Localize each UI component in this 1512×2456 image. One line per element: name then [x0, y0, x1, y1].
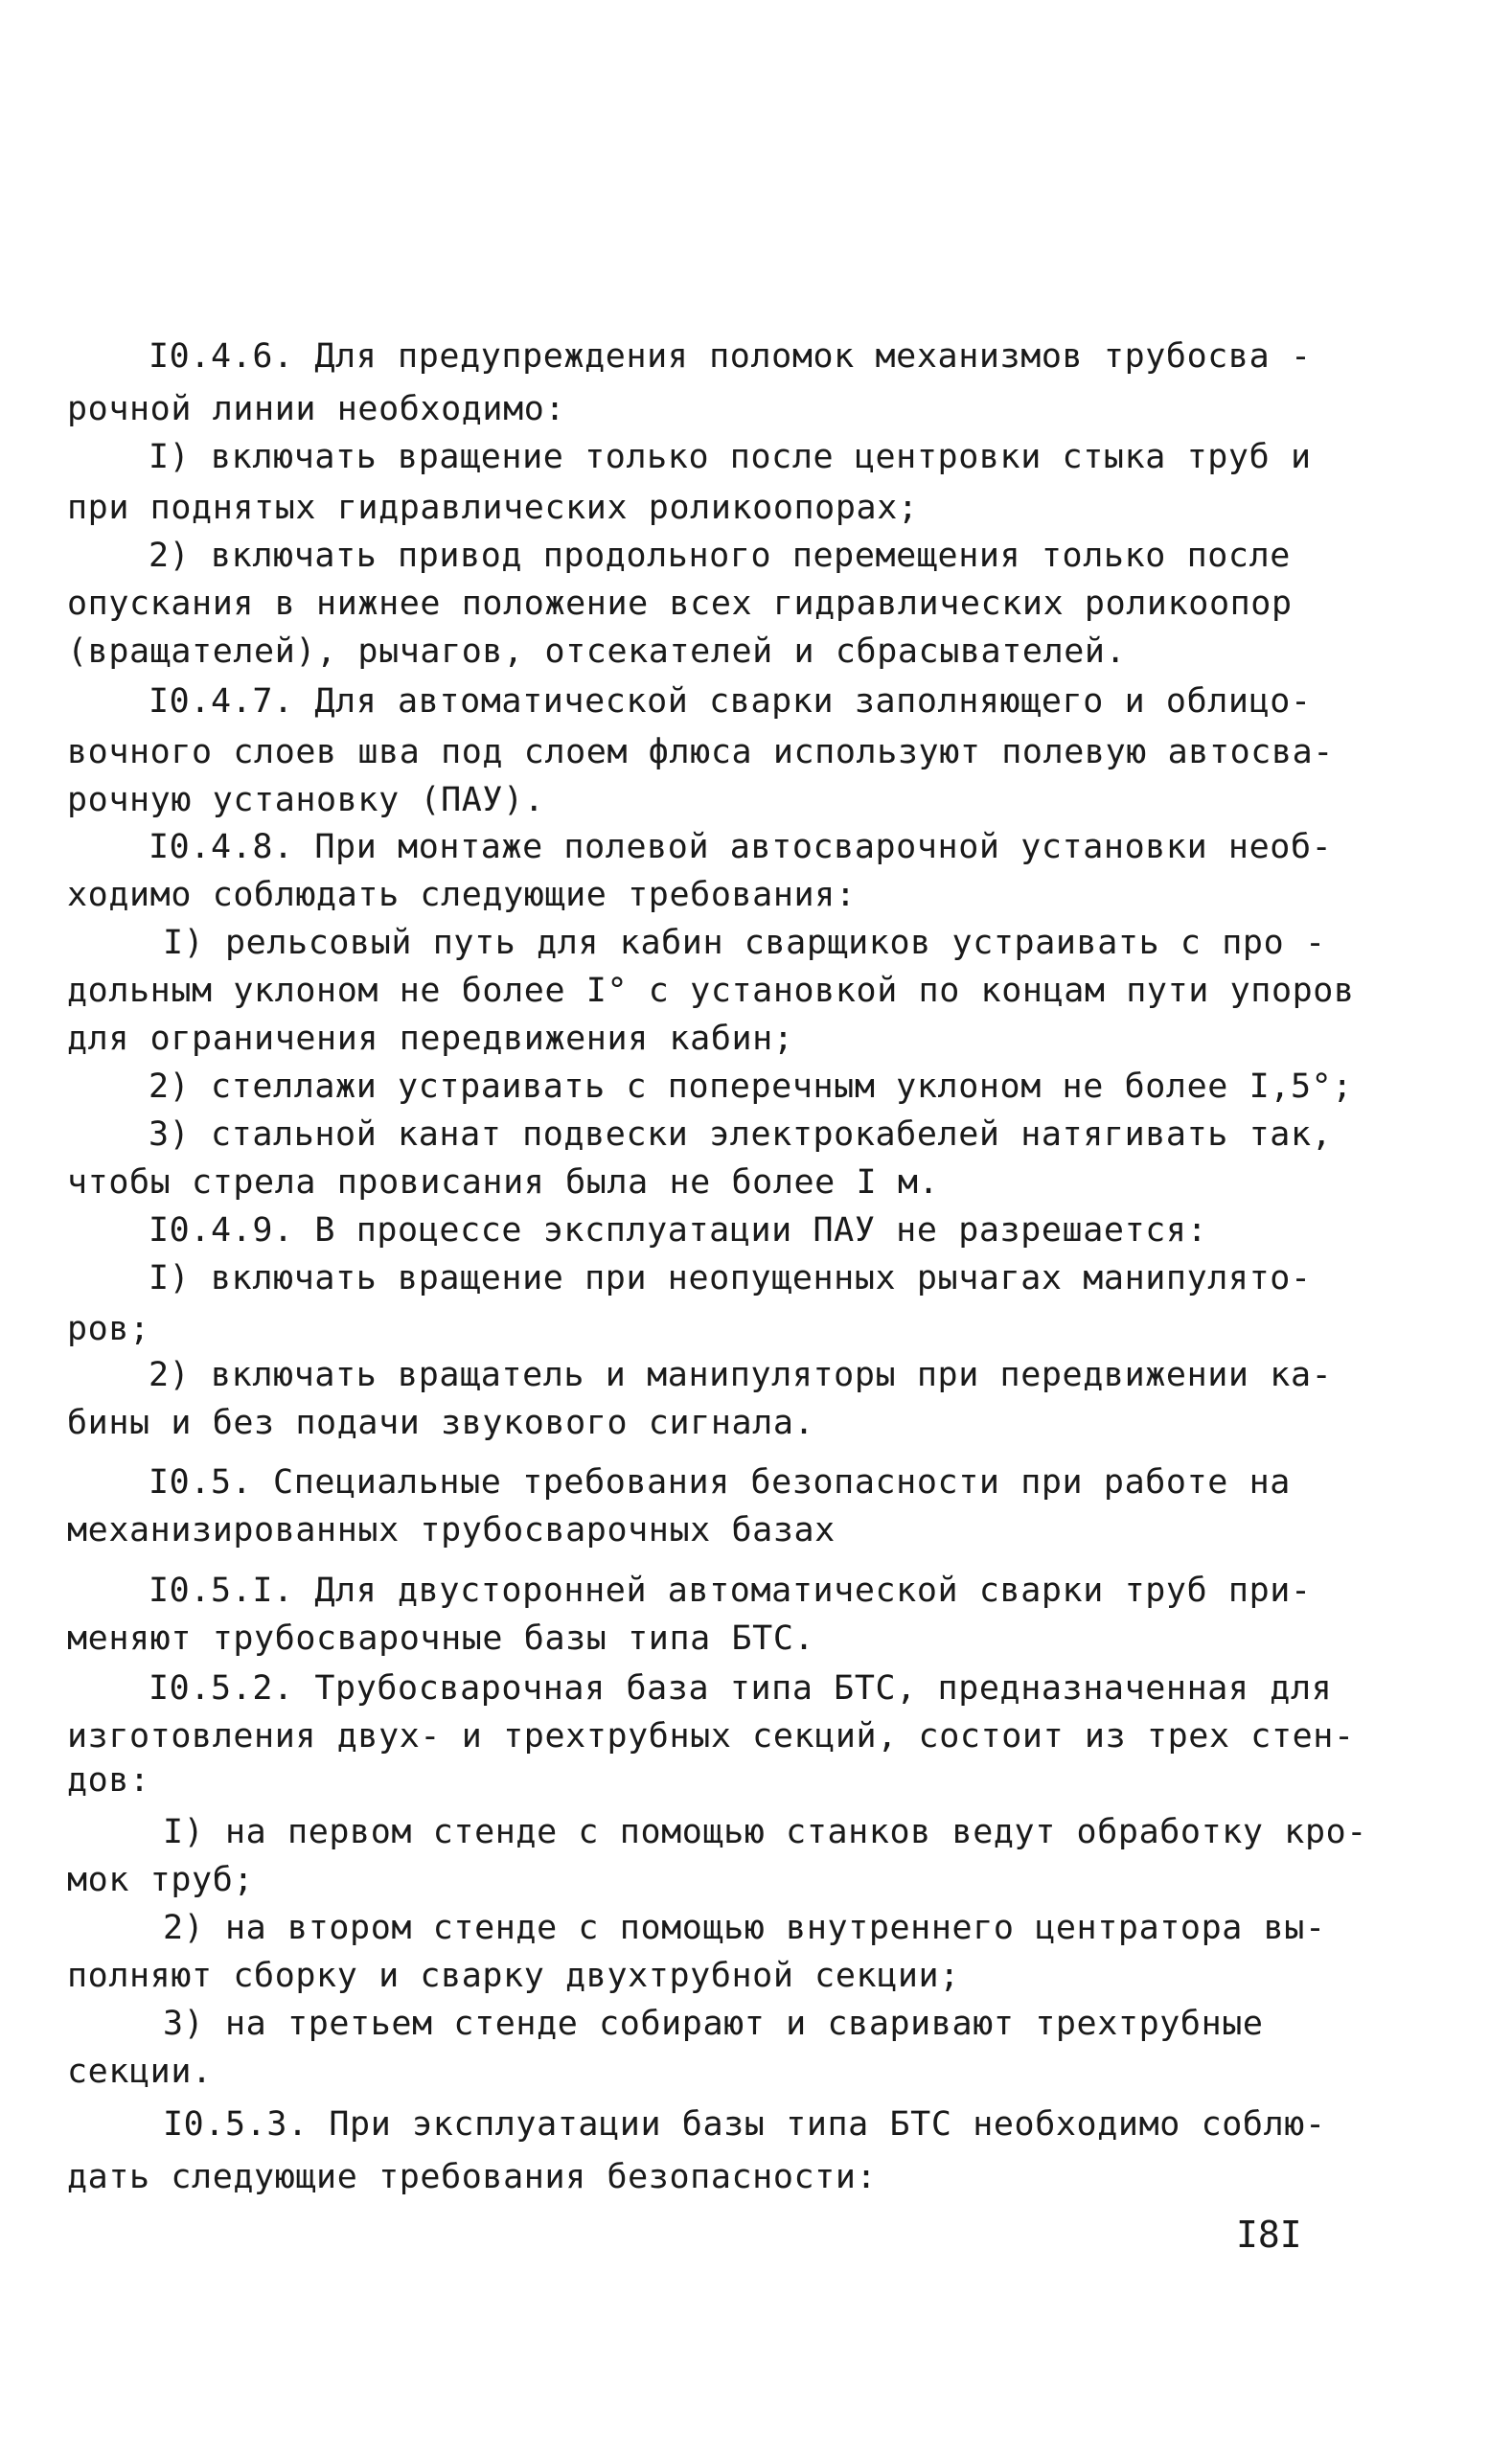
text-line: механизированных трубосварочных базах [67, 1511, 836, 1549]
text-line: изготовления двух- и трехтрубных секций, состоит из трех стен- [67, 1717, 1355, 1756]
text-line: 3) на третьем стенде собирают и сваривают трехтрубные [163, 2005, 1264, 2043]
text-line: I0.5. Специальные требования безопасности при работе на [149, 1463, 1291, 1502]
text-line: полняют сборку и сварку двухтрубной секции; [67, 1957, 960, 1995]
text-line: дольным уклоном не более I° с установкой по концам пути упоров [67, 972, 1355, 1010]
text-line: 2) на втором стенде с помощью внутреннего центратора вы- [163, 1909, 1326, 1947]
text-line: I0.4.9. В процессе эксплуатации ПАУ не разрешается: [149, 1211, 1208, 1250]
text-line: секции. [67, 2053, 213, 2091]
text-line: для ограничения передвижения кабин; [67, 1020, 794, 1058]
text-line: ров; [67, 1310, 150, 1348]
text-line: 2) включать привод продольного перемещения только после [149, 537, 1291, 575]
text-line: I0.4.7. Для автоматической сварки заполняющего и облицо- [149, 682, 1312, 721]
text-line: (вращателей), рычагов, отсекателей и сбрасывателей. [67, 632, 1127, 671]
text-line: I) на первом стенде с помощью станков ведут обработку кро- [163, 1813, 1367, 1851]
text-line: мок труб; [67, 1861, 255, 1899]
text-line: ходимо соблюдать следующие требования: [67, 876, 857, 914]
text-line: I0.4.6. Для предупреждения поломок механизмов трубосва - [149, 337, 1312, 376]
text-line: бины и без подачи звукового сигнала. [67, 1404, 815, 1442]
text-line: I) включать вращение только после центровки стыка труб и [149, 438, 1312, 476]
text-line: I0.5.2. Трубосварочная база типа БТС, предназначенная для [149, 1669, 1333, 1708]
text-line: I0.5.3. При эксплуатации базы типа БТС необходимо соблю- [163, 2105, 1326, 2144]
text-line: 2) стеллажи устраивать с поперечным уклоном не более I,5°; [149, 1067, 1353, 1106]
text-line: I) рельсовый путь для кабин сварщиков устраивать с про - [163, 924, 1326, 962]
text-line: опускания в нижнее положение всех гидравлических роликоопор [67, 585, 1293, 623]
text-line: вочного слоев шва под слоем флюса используют полевую автосва- [67, 733, 1334, 771]
page-number: I8I [1236, 2214, 1302, 2256]
text-line: рочной линии необходимо: [67, 390, 566, 428]
text-line: дов: [67, 1761, 150, 1800]
text-line: I0.5.I. Для двусторонней автоматической сварки труб при- [149, 1572, 1312, 1610]
text-line: 3) стальной канат подвески электрокабелей натягивать так, [149, 1115, 1333, 1154]
text-line: чтобы стрела провисания была не более I м. [67, 1163, 940, 1202]
text-line: 2) включать вращатель и манипуляторы при передвижении ка- [149, 1356, 1333, 1394]
text-line: при поднятых гидравлических роликоопорах; [67, 489, 919, 527]
text-line: I0.4.8. При монтаже полевой автосварочной установки необ- [149, 828, 1333, 866]
text-line: меняют трубосварочные базы типа БТС. [67, 1619, 815, 1658]
text-line: рочную установку (ПАУ). [67, 781, 545, 819]
text-line: I) включать вращение при неопущенных рычагах манипулято- [149, 1259, 1312, 1297]
text-line: дать следующие требования безопасности: [67, 2158, 878, 2196]
